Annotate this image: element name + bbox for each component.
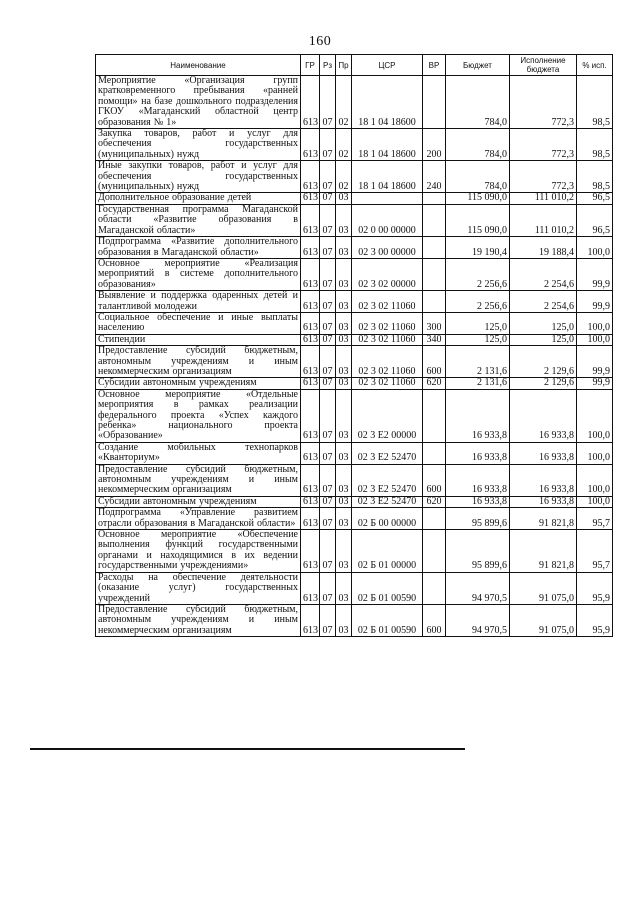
cell-name: Основное мероприятие «Обеспечение выполнения функций государственными органами и находящимися в их ведении государственными учреждениями» bbox=[96, 530, 301, 573]
cell-rz: 07 bbox=[320, 389, 336, 442]
cell-csr: 02 3 02 11060 bbox=[352, 378, 423, 389]
cell-percent: 98,5 bbox=[577, 76, 613, 129]
cell-execution: 772,3 bbox=[510, 161, 577, 193]
cell-pr: 02 bbox=[336, 76, 352, 129]
table-row bbox=[96, 572, 613, 604]
cell-budget: 2 256,6 bbox=[446, 291, 510, 313]
cell-gr: 613 bbox=[301, 346, 320, 378]
cell-execution: 91 075,0 bbox=[510, 604, 577, 636]
cell-pr: 03 bbox=[336, 258, 352, 290]
cell-name: Подпрограмма «Управление развитием отрасли образования в Магаданской области» bbox=[96, 508, 301, 530]
cell-csr: 02 Б 01 00000 bbox=[352, 530, 423, 573]
cell-gr: 613 bbox=[301, 442, 320, 464]
cell-rz: 07 bbox=[320, 346, 336, 378]
cell-percent: 99,9 bbox=[577, 291, 613, 313]
cell-vr: 340 bbox=[423, 334, 446, 345]
cell-budget: 115 090,0 bbox=[446, 193, 510, 204]
cell-csr: 18 1 04 18600 bbox=[352, 161, 423, 193]
cell-percent: 100,0 bbox=[577, 334, 613, 345]
table-row bbox=[96, 129, 613, 161]
cell-budget: 16 933,8 bbox=[446, 464, 510, 496]
cell-name: Стипендии bbox=[96, 334, 301, 345]
cell-pr: 03 bbox=[336, 193, 352, 204]
cell-name: Мероприятие «Организация групп кратковременного пребывания «ранней помощи» на базе дошкольного подразделения ГКОУ «Магаданский областной центр образования № 1» bbox=[96, 76, 301, 129]
cell-vr bbox=[423, 572, 446, 604]
cell-vr: 620 bbox=[423, 496, 446, 507]
cell-budget: 2 256,6 bbox=[446, 258, 510, 290]
table-row bbox=[96, 334, 613, 345]
table-row bbox=[96, 291, 613, 313]
cell-name: Иные закупки товаров, работ и услуг для обеспечения государственных (муниципальных) нужд bbox=[96, 161, 301, 193]
budget-table bbox=[95, 54, 613, 637]
cell-pr: 03 bbox=[336, 291, 352, 313]
cell-gr: 613 bbox=[301, 389, 320, 442]
table-row bbox=[96, 496, 613, 507]
header-rz: Рз bbox=[320, 55, 336, 76]
cell-gr: 613 bbox=[301, 530, 320, 573]
cell-pr: 03 bbox=[336, 237, 352, 259]
cell-name: Закупка товаров, работ и услуг для обеспечения государственных (муниципальных) нужд bbox=[96, 129, 301, 161]
cell-gr: 613 bbox=[301, 378, 320, 389]
cell-execution: 111 010,2 bbox=[510, 204, 577, 236]
cell-execution: 19 188,4 bbox=[510, 237, 577, 259]
cell-name: Основное мероприятие «Отдельные мероприятия в рамках реализации федерального проекта «Успех каждого ребенка» национального проекта «Образование» bbox=[96, 389, 301, 442]
cell-rz: 07 bbox=[320, 312, 336, 334]
cell-csr: 02 3 00 00000 bbox=[352, 237, 423, 259]
cell-rz: 07 bbox=[320, 604, 336, 636]
cell-budget: 16 933,8 bbox=[446, 389, 510, 442]
table-row bbox=[96, 378, 613, 389]
cell-percent: 98,5 bbox=[577, 161, 613, 193]
cell-percent: 100,0 bbox=[577, 312, 613, 334]
table-row bbox=[96, 258, 613, 290]
cell-csr: 02 3 E2 52470 bbox=[352, 496, 423, 507]
cell-vr: 200 bbox=[423, 129, 446, 161]
cell-csr: 02 Б 00 00000 bbox=[352, 508, 423, 530]
cell-execution: 91 821,8 bbox=[510, 530, 577, 573]
cell-name: Социальное обеспечение и иные выплаты населению bbox=[96, 312, 301, 334]
cell-pr: 03 bbox=[336, 572, 352, 604]
cell-budget: 95 899,6 bbox=[446, 508, 510, 530]
header-name: Наименование bbox=[96, 55, 301, 76]
cell-pr: 03 bbox=[336, 496, 352, 507]
cell-gr: 613 bbox=[301, 291, 320, 313]
cell-csr: 02 3 02 11060 bbox=[352, 334, 423, 345]
cell-vr bbox=[423, 193, 446, 204]
cell-pr: 03 bbox=[336, 204, 352, 236]
cell-name: Расходы на обеспечение деятельности (оказание услуг) государственных учреждений bbox=[96, 572, 301, 604]
table-header-row bbox=[96, 55, 613, 76]
table-row bbox=[96, 442, 613, 464]
table-row bbox=[96, 530, 613, 573]
cell-budget: 95 899,6 bbox=[446, 530, 510, 573]
cell-gr: 613 bbox=[301, 193, 320, 204]
cell-gr: 613 bbox=[301, 76, 320, 129]
cell-rz: 07 bbox=[320, 378, 336, 389]
table-row bbox=[96, 508, 613, 530]
cell-rz: 07 bbox=[320, 204, 336, 236]
cell-percent: 100,0 bbox=[577, 464, 613, 496]
cell-gr: 613 bbox=[301, 508, 320, 530]
cell-execution: 16 933,8 bbox=[510, 442, 577, 464]
cell-rz: 07 bbox=[320, 193, 336, 204]
cell-vr bbox=[423, 291, 446, 313]
cell-percent: 95,9 bbox=[577, 572, 613, 604]
cell-gr: 613 bbox=[301, 204, 320, 236]
cell-vr bbox=[423, 442, 446, 464]
cell-gr: 613 bbox=[301, 334, 320, 345]
cell-budget: 125,0 bbox=[446, 334, 510, 345]
cell-rz: 07 bbox=[320, 334, 336, 345]
cell-pr: 03 bbox=[336, 378, 352, 389]
cell-pr: 02 bbox=[336, 161, 352, 193]
cell-percent: 100,0 bbox=[577, 496, 613, 507]
cell-percent: 98,5 bbox=[577, 129, 613, 161]
cell-budget: 94 970,5 bbox=[446, 604, 510, 636]
cell-name: Государственная программа Магаданской области «Развитие образования в Магаданской области» bbox=[96, 204, 301, 236]
header-budget: Бюджет bbox=[446, 55, 510, 76]
table-body bbox=[96, 76, 613, 637]
cell-percent: 99,9 bbox=[577, 258, 613, 290]
cell-budget: 784,0 bbox=[446, 161, 510, 193]
cell-vr: 600 bbox=[423, 604, 446, 636]
cell-vr: 240 bbox=[423, 161, 446, 193]
cell-csr: 02 3 E2 00000 bbox=[352, 389, 423, 442]
cell-execution: 125,0 bbox=[510, 312, 577, 334]
cell-percent: 99,9 bbox=[577, 346, 613, 378]
cell-budget: 16 933,8 bbox=[446, 496, 510, 507]
cell-name: Субсидии автономным учреждениям bbox=[96, 378, 301, 389]
cell-csr: 02 3 02 00000 bbox=[352, 258, 423, 290]
table-row bbox=[96, 464, 613, 496]
cell-execution: 772,3 bbox=[510, 76, 577, 129]
cell-rz: 07 bbox=[320, 464, 336, 496]
cell-percent: 100,0 bbox=[577, 389, 613, 442]
cell-rz: 07 bbox=[320, 530, 336, 573]
cell-budget: 19 190,4 bbox=[446, 237, 510, 259]
cell-vr bbox=[423, 389, 446, 442]
cell-execution: 91 075,0 bbox=[510, 572, 577, 604]
cell-vr bbox=[423, 258, 446, 290]
cell-name: Подпрограмма «Развитие дополнительного образования в Магаданской области» bbox=[96, 237, 301, 259]
table-row bbox=[96, 312, 613, 334]
cell-percent: 100,0 bbox=[577, 442, 613, 464]
cell-budget: 125,0 bbox=[446, 312, 510, 334]
cell-csr: 02 Б 01 00590 bbox=[352, 604, 423, 636]
cell-rz: 07 bbox=[320, 442, 336, 464]
cell-percent: 95,7 bbox=[577, 508, 613, 530]
cell-execution: 16 933,8 bbox=[510, 464, 577, 496]
cell-rz: 07 bbox=[320, 508, 336, 530]
cell-name: Выявление и поддержка одаренных детей и талантливой молодежи bbox=[96, 291, 301, 313]
cell-budget: 16 933,8 bbox=[446, 442, 510, 464]
cell-budget: 115 090,0 bbox=[446, 204, 510, 236]
cell-percent: 99,9 bbox=[577, 378, 613, 389]
cell-gr: 613 bbox=[301, 237, 320, 259]
cell-gr: 613 bbox=[301, 572, 320, 604]
cell-pr: 03 bbox=[336, 530, 352, 573]
cell-percent: 96,5 bbox=[577, 204, 613, 236]
cell-vr: 620 bbox=[423, 378, 446, 389]
cell-vr: 600 bbox=[423, 346, 446, 378]
cell-vr bbox=[423, 508, 446, 530]
cell-vr bbox=[423, 76, 446, 129]
table-row bbox=[96, 193, 613, 204]
cell-execution: 16 933,8 bbox=[510, 496, 577, 507]
cell-pr: 03 bbox=[336, 442, 352, 464]
cell-pr: 03 bbox=[336, 604, 352, 636]
cell-csr: 18 1 04 18600 bbox=[352, 129, 423, 161]
cell-execution: 111 010,2 bbox=[510, 193, 577, 204]
cell-rz: 07 bbox=[320, 76, 336, 129]
cell-gr: 613 bbox=[301, 604, 320, 636]
cell-execution: 2 129,6 bbox=[510, 378, 577, 389]
cell-budget: 2 131,6 bbox=[446, 346, 510, 378]
cell-csr: 02 3 E2 52470 bbox=[352, 464, 423, 496]
cell-percent: 96,5 bbox=[577, 193, 613, 204]
cell-execution: 91 821,8 bbox=[510, 508, 577, 530]
cell-gr: 613 bbox=[301, 464, 320, 496]
cell-execution: 2 129,6 bbox=[510, 346, 577, 378]
cell-percent: 100,0 bbox=[577, 237, 613, 259]
cell-gr: 613 bbox=[301, 496, 320, 507]
cell-execution: 772,3 bbox=[510, 129, 577, 161]
cell-name: Предоставление субсидий бюджетным, автономным учреждениям и иным некоммерческим организациям bbox=[96, 604, 301, 636]
cell-vr bbox=[423, 204, 446, 236]
cell-name: Субсидии автономным учреждениям bbox=[96, 496, 301, 507]
cell-pr: 03 bbox=[336, 346, 352, 378]
cell-pr: 03 bbox=[336, 334, 352, 345]
header-execution: Исполнение бюджета bbox=[510, 55, 577, 76]
cell-execution: 2 254,6 bbox=[510, 258, 577, 290]
cell-budget: 94 970,5 bbox=[446, 572, 510, 604]
cell-csr bbox=[352, 193, 423, 204]
header-gr: ГР bbox=[301, 55, 320, 76]
table-row bbox=[96, 346, 613, 378]
cell-budget: 784,0 bbox=[446, 76, 510, 129]
cell-gr: 613 bbox=[301, 161, 320, 193]
cell-csr: 02 Б 01 00590 bbox=[352, 572, 423, 604]
cell-gr: 613 bbox=[301, 129, 320, 161]
cell-rz: 07 bbox=[320, 129, 336, 161]
cell-rz: 07 bbox=[320, 496, 336, 507]
table-row bbox=[96, 76, 613, 129]
header-pr: Пр bbox=[336, 55, 352, 76]
cell-rz: 07 bbox=[320, 161, 336, 193]
cell-percent: 95,9 bbox=[577, 604, 613, 636]
cell-pr: 03 bbox=[336, 389, 352, 442]
cell-rz: 07 bbox=[320, 291, 336, 313]
cell-rz: 07 bbox=[320, 258, 336, 290]
cell-pr: 03 bbox=[336, 464, 352, 496]
cell-name: Предоставление субсидий бюджетным, автономным учреждениям и иным некоммерческим организациям bbox=[96, 464, 301, 496]
cell-csr: 02 3 E2 52470 bbox=[352, 442, 423, 464]
table-row bbox=[96, 204, 613, 236]
cell-csr: 02 3 02 11060 bbox=[352, 312, 423, 334]
cell-csr: 02 0 00 00000 bbox=[352, 204, 423, 236]
cell-vr bbox=[423, 530, 446, 573]
cell-name: Основное мероприятие «Реализация мероприятий в системе дополнительного образования» bbox=[96, 258, 301, 290]
cell-vr bbox=[423, 237, 446, 259]
cell-gr: 613 bbox=[301, 258, 320, 290]
cell-budget: 2 131,6 bbox=[446, 378, 510, 389]
cell-name: Предоставление субсидий бюджетным, автономным учреждениям и иным некоммерческим организациям bbox=[96, 346, 301, 378]
table-row bbox=[96, 161, 613, 193]
cell-budget: 784,0 bbox=[446, 129, 510, 161]
table-row bbox=[96, 237, 613, 259]
cell-csr: 18 1 04 18600 bbox=[352, 76, 423, 129]
cell-vr: 300 bbox=[423, 312, 446, 334]
cell-vr: 600 bbox=[423, 464, 446, 496]
header-csr: ЦСР bbox=[352, 55, 423, 76]
cell-rz: 07 bbox=[320, 237, 336, 259]
cell-pr: 03 bbox=[336, 508, 352, 530]
cell-csr: 02 3 02 11060 bbox=[352, 291, 423, 313]
page-number: 160 bbox=[308, 34, 332, 49]
cell-csr: 02 3 02 11060 bbox=[352, 346, 423, 378]
table-row bbox=[96, 389, 613, 442]
cell-percent: 95,7 bbox=[577, 530, 613, 573]
header-percent: % исп. bbox=[577, 55, 613, 76]
table-row bbox=[96, 604, 613, 636]
cell-pr: 03 bbox=[336, 312, 352, 334]
cell-gr: 613 bbox=[301, 312, 320, 334]
cell-execution: 125,0 bbox=[510, 334, 577, 345]
cell-execution: 2 254,6 bbox=[510, 291, 577, 313]
cell-name: Дополнительное образование детей bbox=[96, 193, 301, 204]
cell-rz: 07 bbox=[320, 572, 336, 604]
cell-pr: 02 bbox=[336, 129, 352, 161]
footer-divider bbox=[30, 748, 465, 750]
cell-execution: 16 933,8 bbox=[510, 389, 577, 442]
cell-name: Создание мобильных технопарков «Кванториум» bbox=[96, 442, 301, 464]
header-vr: ВР bbox=[423, 55, 446, 76]
